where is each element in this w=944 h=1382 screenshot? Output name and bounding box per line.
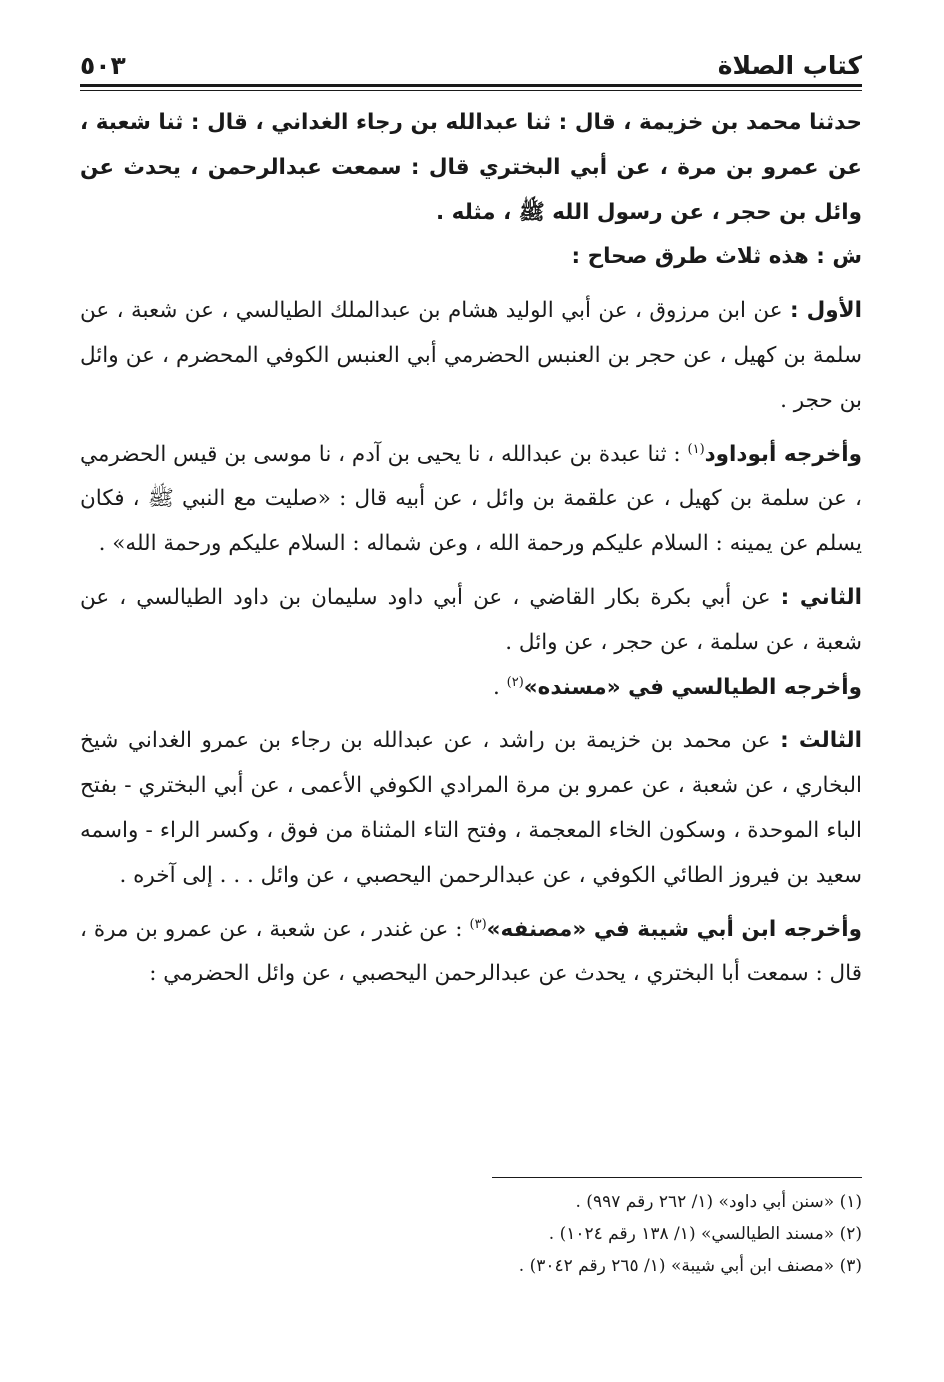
abu-dawud-paragraph bbox=[80, 433, 862, 567]
footnote-ref-2[interactable]: (٢) bbox=[506, 674, 524, 690]
isnad-text: حدثنا محمد بن خزيمة ، قال : ثنا عبدالله بن رجاء الغداني ، قال : ثنا شعبة ، عن عمرو بن مرة ، عن أبي البختري قال : سمعت عبدالرحمن ، يحدث عن وائل بن حجر ، عن رسول الله ﷺ ، مثله . bbox=[80, 110, 862, 225]
first-route-text: عن ابن مرزوق ، عن أبي الوليد هشام بن عبدالملك الطيالسي ، عن شعبة ، عن سلمة بن كهيل ، عن حجر بن العنبس الحضرمي أبي العنبس الكوفي المحضرم ، عن وائل بن حجر . bbox=[80, 298, 862, 413]
commentary-heading-text: ش : هذه ثلاث طرق صحاح : bbox=[571, 244, 862, 270]
footnote-3: (٣) «مصنف ابن أبي شيبة» (١/ ٢٦٥ رقم ٣٠٤٢) . bbox=[518, 1256, 862, 1276]
book-title: كتاب الصلاة bbox=[717, 51, 862, 80]
tayalisi-lead: وأخرجه الطيالسي في «مسنده» bbox=[523, 674, 862, 700]
footnote-ref-3[interactable]: (٣) bbox=[469, 916, 487, 932]
first-route-lead: الأول : bbox=[789, 298, 863, 324]
footnote-ref-1[interactable]: (١) bbox=[687, 441, 705, 457]
second-route-paragraph bbox=[80, 576, 862, 666]
ibn-abi-shayba-lead: وأخرجه ابن أبي شيبة في «مصنفه» bbox=[486, 916, 862, 942]
page-number: ٥٠٣ bbox=[80, 51, 126, 80]
second-route-text: عن أبي بكرة بكار القاضي ، عن أبي داود سليمان بن داود الطيالسي ، عن شعبة ، عن سلمة ، عن حجر ، عن وائل . bbox=[80, 584, 862, 655]
book-page bbox=[80, 36, 862, 1346]
ibn-abi-shayba-text: : عن غندر ، عن شعبة ، عن عمرو بن مرة ، قال : سمعت أبا البختري ، يحدث عن عبدالرحمن اليحصبي ، عن وائل الحضرمي : bbox=[80, 916, 862, 987]
third-route-text: عن محمد بن خزيمة بن راشد ، عن عبدالله بن رجاء بن عمرو الغداني شيخ البخاري ، عن شعبة ، عن عمرو بن مرة المرادي الكوفي الأعمى ، عن أبي البختري - بفتح الباء الموحدة ، وسكون الخاء المعجمة ، وفتح التاء المثناة من فوق ، وكسر الراء - واسمه سعيد بن فيروز الطائي الكوفي ، عن عبدالرحمن اليحصبي ، عن وائل . . . إلى آخره . bbox=[80, 728, 862, 888]
running-header bbox=[80, 36, 862, 84]
footnote-separator bbox=[492, 1177, 862, 1178]
footnote-2: (٢) «مسند الطيالسي» (١/ ١٣٨ رقم ١٠٢٤) . bbox=[548, 1224, 862, 1244]
tayalisi-text: . bbox=[492, 674, 507, 700]
abu-dawud-text: : ثنا عبدة بن عبدالله ، نا يحيى بن آدم ، نا موسى بن قيس الحضرمي ، عن سلمة بن كهيل ، عن علقمة بن وائل ، عن أبيه قال : «صليت مع النبي ﷺ ، فكان يسلم عن يمينه : السلام عليكم ورحمة الله ، وعن شماله : السلام عليكم ورحمة الله» . bbox=[80, 441, 862, 557]
second-route-lead: الثاني : bbox=[780, 584, 863, 610]
first-route-paragraph bbox=[80, 289, 862, 423]
footnotes bbox=[80, 1186, 862, 1282]
header-rule bbox=[80, 84, 862, 91]
ibn-abi-shayba-paragraph bbox=[80, 908, 862, 998]
third-route-paragraph bbox=[80, 719, 862, 898]
abu-dawud-lead: وأخرجه أبوداود bbox=[704, 441, 862, 467]
footnote-1: (١) «سنن أبي داود» (١/ ٢٦٢ رقم ٩٩٧) . bbox=[575, 1192, 862, 1212]
tayalisi-paragraph bbox=[80, 666, 862, 711]
isnad-paragraph bbox=[80, 101, 862, 235]
third-route-lead: الثالث : bbox=[780, 728, 862, 754]
commentary-heading bbox=[80, 235, 862, 280]
